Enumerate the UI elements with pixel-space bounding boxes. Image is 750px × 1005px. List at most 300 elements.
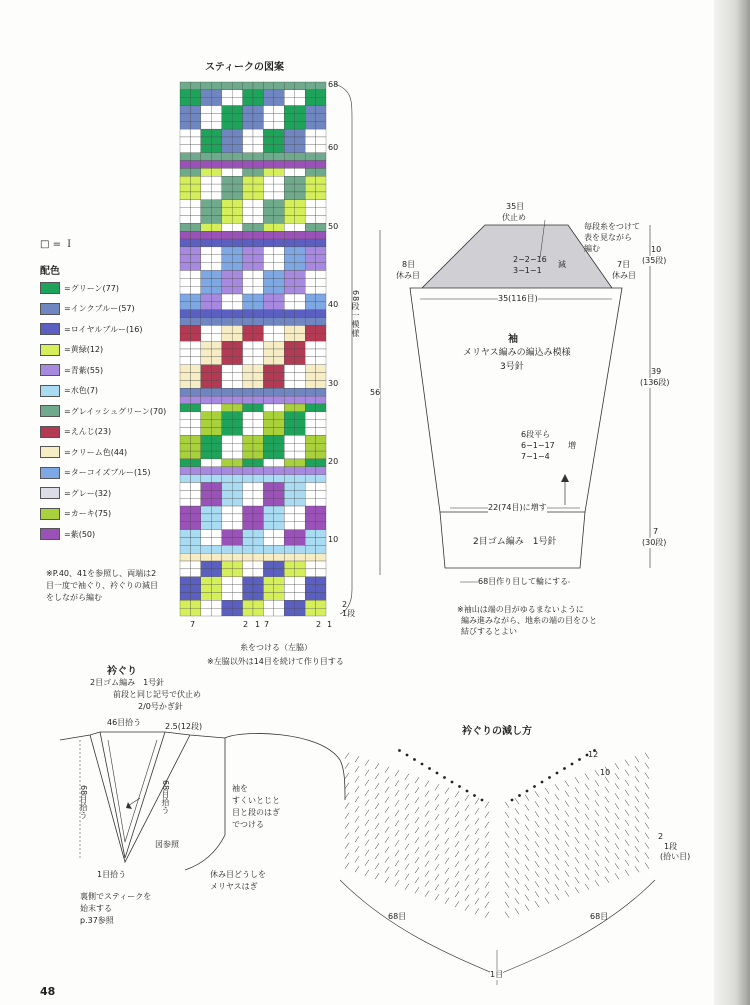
dec-stitch [585, 824, 589, 830]
dec-stitch [395, 860, 399, 866]
sleeve-right-rest: 7目 [617, 260, 631, 269]
dec-stitch [595, 820, 599, 826]
dec-stitch [515, 868, 519, 874]
dec-stitch [385, 877, 389, 883]
dec-stitch [605, 817, 609, 823]
dec-stitch [365, 810, 369, 816]
dec-stitch [475, 808, 479, 814]
neck-pick46: 46目拾う [107, 718, 142, 727]
legend-label: =グリーン(77) [64, 283, 119, 293]
dec-stitch [565, 881, 569, 887]
dec-dot [436, 772, 439, 775]
dec-stitch [475, 898, 479, 904]
dec-stitch [565, 811, 569, 817]
dec-dot [451, 781, 454, 784]
dec-stitch [645, 763, 649, 769]
dec-stitch [635, 796, 639, 802]
sleeve-note2: 編み進みながら、地糸の端の目をひと [461, 616, 597, 625]
dec-stitch [425, 801, 429, 807]
dec-stitch [635, 786, 639, 792]
dec-stitch [555, 784, 559, 790]
row-label-60: 60 [328, 143, 339, 152]
dec-dot [511, 799, 514, 802]
dec-stitch [365, 760, 369, 766]
dec-stitch [545, 868, 549, 874]
chart-title: スティークの図案 [205, 62, 284, 73]
dec-stitch [485, 892, 489, 898]
dec-stitch [385, 767, 389, 773]
dec-stitch [605, 807, 609, 813]
row-label-40: 40 [328, 300, 339, 309]
dec-stitch [535, 881, 539, 887]
dec-stitch [555, 814, 559, 820]
dec-stitch [615, 803, 619, 809]
sleeve-top-note1: 毎段糸をつけて [584, 222, 640, 231]
dec-stitch [435, 844, 439, 850]
dec-stitch [425, 831, 429, 837]
dec-stitch [535, 851, 539, 857]
dec-stitch [535, 861, 539, 867]
dec-stitch [545, 878, 549, 884]
dec-stitch [545, 888, 549, 894]
legend-label: =紫(50) [64, 529, 96, 539]
dec-stitch [625, 790, 629, 796]
dec-stitch [605, 877, 609, 883]
dec-stitch [365, 870, 369, 876]
dec-row-12: 12 [588, 750, 599, 759]
dec-stitch [455, 801, 459, 807]
dec-stitch [585, 884, 589, 890]
legend-label: =グレイッシュグリーン(70) [64, 406, 167, 416]
neck-title: 衿ぐり [107, 666, 137, 677]
dec-stitch [375, 853, 379, 859]
dec-stitch [465, 855, 469, 861]
dec-stitch [375, 823, 379, 829]
dec-stitch [405, 854, 409, 860]
dec-stitch [375, 773, 379, 779]
dec-stitch [345, 833, 349, 839]
dec-stitch [635, 766, 639, 772]
dec-stitch [575, 887, 579, 893]
dec-stitch [625, 870, 629, 876]
dec-stitch [645, 823, 649, 829]
dec-stitch [475, 848, 479, 854]
dec-stitch [575, 797, 579, 803]
neck-pick1: 1目拾う [97, 870, 127, 879]
row-label-10: 10 [328, 535, 339, 544]
dec-stitch [645, 853, 649, 859]
dec-stitch [395, 820, 399, 826]
dec-stitch [415, 887, 419, 893]
dec-stitch [445, 858, 449, 864]
dec-stitch [565, 831, 569, 837]
sleeve-left-rest2: 休み目 [396, 271, 420, 280]
sleeve-top-note3: 編む [584, 244, 600, 253]
sleeve-rib: 2目ゴム編み 1号針 [473, 537, 557, 547]
dec-stitch [555, 824, 559, 830]
dec-stitch [595, 800, 599, 806]
dec-stitch [605, 827, 609, 833]
dec-stitch [485, 852, 489, 858]
row-label-30: 30 [328, 379, 339, 388]
dec-dot [481, 799, 484, 802]
dec-stitch [435, 784, 439, 790]
dec-stitch [565, 821, 569, 827]
dec-stitch [585, 804, 589, 810]
dec-stitch [515, 898, 519, 904]
row-label-2: 2 [342, 600, 348, 609]
dec-stitch [525, 885, 529, 891]
dec-stitch [485, 822, 489, 828]
dec-stitch [405, 834, 409, 840]
dec-stitch [385, 817, 389, 823]
dec-stitch [345, 773, 349, 779]
dec-stitch [505, 902, 509, 908]
dec-stitch [585, 774, 589, 780]
dec-stitch [505, 832, 509, 838]
dec-stitch [545, 818, 549, 824]
dec-stitch [405, 884, 409, 890]
dec-stitch [635, 826, 639, 832]
sleeve-note3: 結びするとよい [461, 627, 517, 636]
dec-stitch [485, 842, 489, 848]
dec-stitch [345, 813, 349, 819]
legend-label: =ターコイズブルー(15) [64, 468, 151, 477]
dec-stitch [645, 783, 649, 789]
dec-dot [526, 790, 529, 793]
dec-stitch [415, 847, 419, 853]
dec-stitch [345, 843, 349, 849]
dec-stitch [385, 807, 389, 813]
dec-stitch [445, 828, 449, 834]
dec-stitch [395, 850, 399, 856]
row-label-1: 1段 [342, 609, 356, 618]
dec-stitch [455, 891, 459, 897]
dec-stitch [645, 833, 649, 839]
dec-stitch [625, 810, 629, 816]
dec-stitch [365, 770, 369, 776]
dec-stitch [425, 781, 429, 787]
dec-stitch [385, 847, 389, 853]
sleeve-inc1: 6−1−17 [521, 441, 555, 450]
dec-stitch [485, 812, 489, 818]
dec-stitch [525, 875, 529, 881]
dec-stitch [505, 882, 509, 888]
dec-stitch [405, 774, 409, 780]
dec-right-count: 68目 [590, 912, 609, 921]
dec-stitch [385, 777, 389, 783]
dec-stitch [415, 777, 419, 783]
dec-stitch [425, 871, 429, 877]
dec-stitch [565, 791, 569, 797]
dec-stitch [345, 853, 349, 859]
dec-dot [473, 794, 476, 797]
dec-stitch [535, 841, 539, 847]
dec-stitch [475, 868, 479, 874]
dec-stitch [365, 820, 369, 826]
dec-stitch [455, 821, 459, 827]
dec-stitch [435, 814, 439, 820]
dec-stitch [405, 804, 409, 810]
dec-stitch [345, 793, 349, 799]
legend-label: =水色(7) [64, 386, 99, 395]
col-label-2b: 2 [316, 620, 322, 629]
dec-stitch [525, 815, 529, 821]
dec-stitch [555, 834, 559, 840]
neck-pick68-right: 68目拾う [161, 780, 170, 815]
dec-stitch [545, 898, 549, 904]
sleeve-width: 35(116目) [498, 294, 538, 303]
dec-stitch [385, 787, 389, 793]
dec-stitch [345, 763, 349, 769]
dec-stitch [455, 791, 459, 797]
dec-stitch [355, 766, 359, 772]
dec-stitch [585, 814, 589, 820]
dec-stitch [385, 797, 389, 803]
dec-stitch [455, 901, 459, 907]
dec-stitch [585, 854, 589, 860]
dec-dot [533, 785, 536, 788]
dec-stitch [605, 837, 609, 843]
dec-left-count: 68目 [388, 912, 407, 921]
dec-dot [541, 781, 544, 784]
dec-stitch [355, 776, 359, 782]
dec-stitch [605, 797, 609, 803]
dec-stitch [445, 838, 449, 844]
neck-sleeve-join4: でつける [232, 820, 264, 829]
dec-stitch [365, 860, 369, 866]
dec-stitch [395, 840, 399, 846]
sleeve-cuff-inc: 22(74目)に増す [488, 503, 547, 512]
dec-stitch [635, 756, 639, 762]
dec-stitch [425, 841, 429, 847]
dec-row-1b: (拾い目) [660, 852, 691, 861]
dec-stitch [545, 808, 549, 814]
dec-stitch [545, 838, 549, 844]
dec-stitch [635, 816, 639, 822]
dec-stitch [525, 905, 529, 911]
sleeve-dim-7: 7 [653, 527, 659, 536]
dec-stitch [645, 773, 649, 779]
dec-stitch [515, 878, 519, 884]
dec-stitch [625, 820, 629, 826]
dec-stitch [435, 874, 439, 880]
dec-row-1: 1段 [664, 842, 678, 851]
dec-dot [518, 794, 521, 797]
dec-stitch [355, 836, 359, 842]
dec-stitch [505, 812, 509, 818]
dec-stitch [535, 871, 539, 877]
dec-stitch [615, 873, 619, 879]
legend-label: =インクブルー(57) [64, 304, 135, 313]
dec-dot [578, 758, 581, 761]
dec-stitch [455, 861, 459, 867]
dec-stitch [595, 870, 599, 876]
dec-stitch [445, 818, 449, 824]
col-label-2a: 2 [243, 620, 249, 629]
legend-label: =ロイヤルブルー(16) [64, 324, 143, 334]
dec-stitch [645, 793, 649, 799]
dec-stitch [565, 891, 569, 897]
sleeve-dim-10b: (35段) [642, 256, 667, 265]
dec-stitch [375, 763, 379, 769]
dec-stitch [645, 843, 649, 849]
dec-stitch [565, 871, 569, 877]
sleeve-inc-label: 増 [568, 441, 576, 450]
dec-stitch [525, 835, 529, 841]
dec-stitch [435, 794, 439, 800]
dec-stitch [475, 908, 479, 914]
dec-stitch [595, 830, 599, 836]
dec-stitch [365, 780, 369, 786]
dec-stitch [595, 780, 599, 786]
dec-stitch [575, 787, 579, 793]
row-label-68: 68 [328, 80, 339, 89]
dec-stitch [615, 793, 619, 799]
chart-attach-note: 糸をつける（左脇） [240, 643, 312, 652]
dec-stitch [575, 827, 579, 833]
dec-stitch [505, 912, 509, 918]
dec-stitch [635, 806, 639, 812]
dec-stitch [515, 828, 519, 834]
neck-hook: 2/0号かぎ針 [138, 702, 183, 711]
row-label-50: 50 [328, 222, 339, 231]
dec-stitch [375, 863, 379, 869]
dec-stitch [545, 858, 549, 864]
dec-stitch [415, 857, 419, 863]
dec-stitch [425, 881, 429, 887]
dec-stitch [615, 813, 619, 819]
dec-stitch [445, 898, 449, 904]
dec-stitch [415, 867, 419, 873]
dec-stitch [465, 845, 469, 851]
col-label-1a: 1 [255, 620, 261, 629]
dec-stitch [475, 798, 479, 804]
dec-stitch [615, 833, 619, 839]
dec-stitch [565, 781, 569, 787]
dec-stitch [555, 864, 559, 870]
dec-stitch [465, 795, 469, 801]
dec-stitch [545, 788, 549, 794]
dec-stitch [385, 827, 389, 833]
sleeve-right-rest2: 休み目 [612, 271, 636, 280]
dec-stitch [575, 807, 579, 813]
dec-stitch [375, 813, 379, 819]
page-number: 48 [40, 985, 56, 998]
sleeve-left-rest: 8目 [402, 260, 416, 269]
dec-dot [556, 772, 559, 775]
legend-label: =グレー(32) [64, 488, 112, 498]
dec-stitch [625, 850, 629, 856]
dec-stitch [395, 790, 399, 796]
dec-stitch [355, 846, 359, 852]
dec-stitch [595, 770, 599, 776]
dec-center-count: 1目 [490, 970, 504, 979]
dec-stitch [445, 868, 449, 874]
dec-dot [563, 767, 566, 770]
dec-stitch [515, 808, 519, 814]
dec-stitch [455, 851, 459, 857]
dec-stitch [625, 840, 629, 846]
neck-bind: 前段と同じ記号で伏止め [113, 690, 201, 699]
dec-stitch [415, 797, 419, 803]
dec-stitch [455, 831, 459, 837]
sleeve-note1: ※袖山は端の目がゆるまないように [457, 605, 584, 614]
dec-stitch [395, 800, 399, 806]
dec-stitch [505, 842, 509, 848]
dec-dot [548, 776, 551, 779]
dec-stitch [555, 884, 559, 890]
dec-stitch [625, 830, 629, 836]
dec-stitch [365, 790, 369, 796]
dec-stitch [455, 841, 459, 847]
dec-dot [466, 790, 469, 793]
dec-dot [458, 785, 461, 788]
dec-stitch [465, 805, 469, 811]
dec-stitch [515, 888, 519, 894]
dec-stitch [375, 843, 379, 849]
neck-rest-join1: 休み目どうしを [210, 870, 266, 879]
dec-stitch [485, 902, 489, 908]
dec-stitch [465, 825, 469, 831]
dec-stitch [435, 824, 439, 830]
dec-stitch [345, 803, 349, 809]
sleeve-dim-10: 10 [651, 245, 662, 254]
dec-stitch [345, 783, 349, 789]
dec-stitch [585, 784, 589, 790]
dec-stitch [625, 760, 629, 766]
dec-dot [413, 758, 416, 761]
dec-stitch [425, 851, 429, 857]
dec-stitch [645, 863, 649, 869]
dec-stitch [425, 821, 429, 827]
dec-stitch [435, 864, 439, 870]
dec-stitch [485, 872, 489, 878]
legend-blank-symbol: □ = Ｉ [40, 239, 75, 250]
dec-stitch [565, 801, 569, 807]
dec-stitch [485, 802, 489, 808]
sleeve-pattern1: メリヤス編みの編込み模様 [463, 348, 571, 358]
dec-stitch [405, 824, 409, 830]
dec-stitch [465, 875, 469, 881]
dec-stitch [535, 831, 539, 837]
dec-dot [406, 754, 409, 757]
dec-stitch [485, 832, 489, 838]
dec-stitch [515, 848, 519, 854]
dec-stitch [525, 855, 529, 861]
legend-label: =黄緑(12) [64, 345, 104, 354]
dec-stitch [485, 912, 489, 918]
dec-stitch [475, 828, 479, 834]
dec-stitch [455, 871, 459, 877]
dec-stitch [515, 858, 519, 864]
dec-stitch [515, 798, 519, 804]
dec-stitch [375, 783, 379, 789]
dec-stitch [645, 753, 649, 759]
dec-stitch [395, 880, 399, 886]
dec-stitch [465, 895, 469, 901]
dec-stitch [485, 862, 489, 868]
dec-stitch [535, 891, 539, 897]
dec-stitch [575, 877, 579, 883]
dec-stitch [595, 850, 599, 856]
dec-stitch [465, 885, 469, 891]
neck-pick68-left: 68目拾う [79, 785, 88, 820]
sleeve-top2: 伏止め [502, 213, 526, 222]
sleeve-dec1: 2−2−16 [513, 255, 547, 264]
dec-stitch [345, 823, 349, 829]
dec-stitch [465, 905, 469, 911]
